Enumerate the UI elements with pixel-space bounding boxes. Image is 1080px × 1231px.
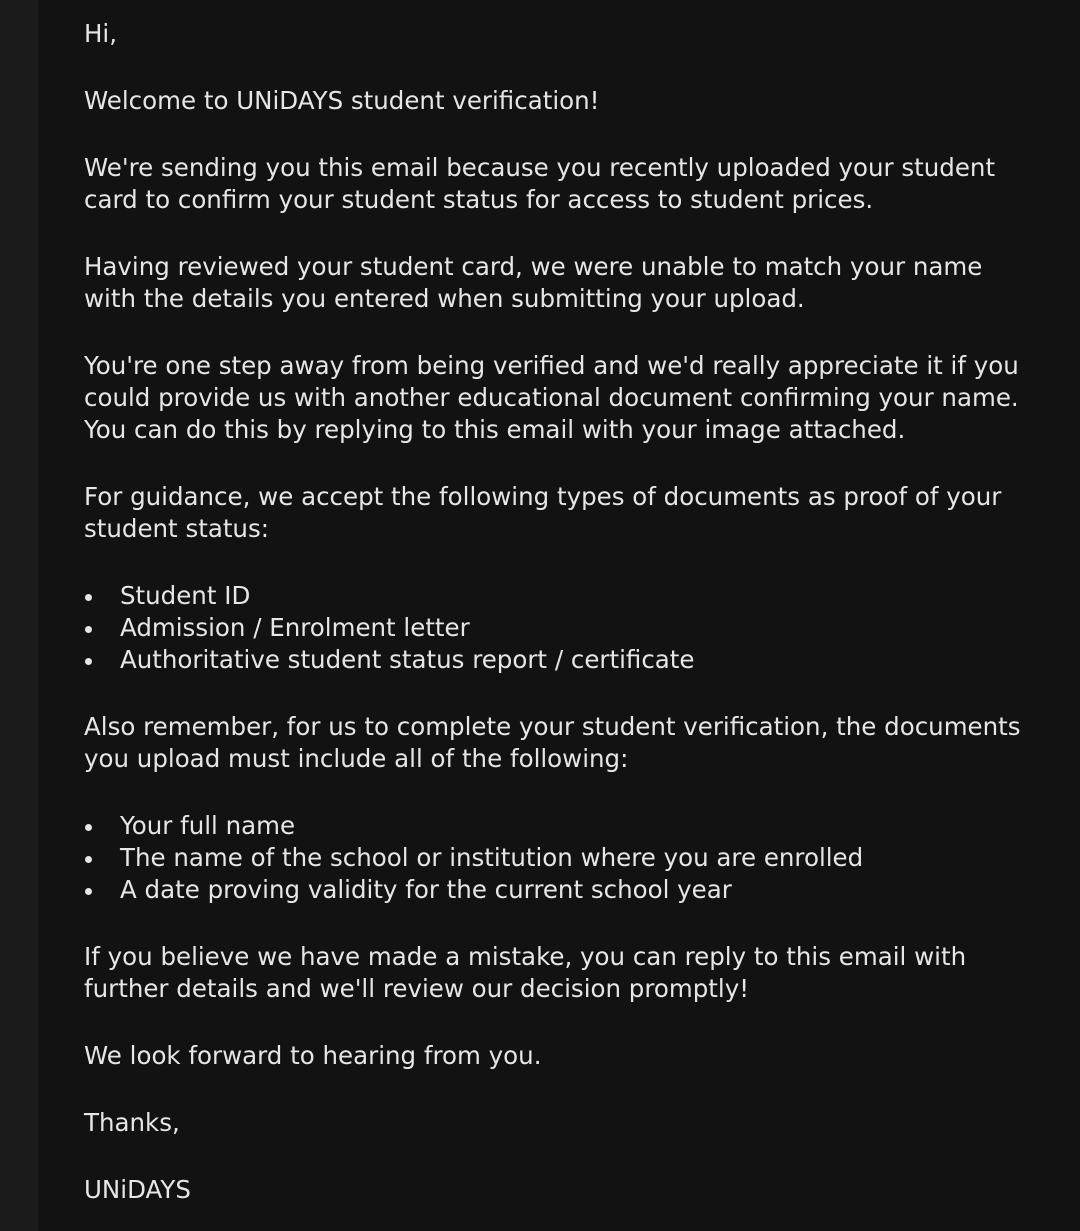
- mismatch-line: with the details you entered when submitting your upload.: [84, 284, 805, 313]
- greeting: Hi,: [84, 19, 118, 48]
- closing-text: We look forward to hearing from you.: [84, 1041, 542, 1070]
- list-item: [84, 580, 1080, 612]
- reason-line: We're sending you this email because you recently uploaded your student: [84, 153, 996, 182]
- requirements-intro-line: you upload must include all of the following:: [84, 744, 629, 773]
- list-item-label: Admission / Enrolment letter: [120, 613, 470, 642]
- signoff-text: Thanks,: [84, 1108, 180, 1137]
- guidance-line: student status:: [84, 514, 269, 543]
- list-item-label: Student ID: [120, 581, 251, 610]
- welcome-text: Welcome to UNiDAYS student verification!: [84, 86, 600, 115]
- requirements-list: [84, 810, 1080, 906]
- bullet-icon: [85, 856, 92, 863]
- list-item-label: Authoritative student status report / certificate: [120, 645, 695, 674]
- bullet-icon: [85, 888, 92, 895]
- reason-line: card to confirm your student status for access to student prices.: [84, 185, 874, 214]
- list-item-label: The name of the school or institution where you are enrolled: [120, 843, 864, 872]
- list-item: [84, 612, 1080, 644]
- requirements-intro-line: Also remember, for us to complete your student verification, the documents: [84, 712, 1021, 741]
- list-item: [84, 644, 1080, 676]
- bullet-icon: [85, 824, 92, 831]
- request-line: You're one step away from being verified and we'd really appreciate it if you: [84, 351, 1019, 380]
- bullet-icon: [85, 594, 92, 601]
- guidance-line: For guidance, we accept the following types of documents as proof of your: [84, 482, 1002, 511]
- email-body: [38, 0, 1080, 1231]
- mistake-line: further details and we'll review our decision promptly!: [84, 974, 750, 1003]
- mistake-paragraph: [84, 941, 1080, 1005]
- list-item-label: Your full name: [120, 811, 296, 840]
- mismatch-line: Having reviewed your student card, we were unable to match your name: [84, 252, 983, 281]
- request-paragraph: [84, 350, 1080, 446]
- list-item-label: A date proving validity for the current school year: [120, 875, 732, 904]
- mismatch-paragraph: [84, 251, 1080, 315]
- list-item: [84, 810, 1080, 842]
- request-line: could provide us with another educational document confirming your name.: [84, 383, 1019, 412]
- accepted-documents-list: [84, 580, 1080, 676]
- requirements-intro-paragraph: [84, 711, 1080, 775]
- list-item: [84, 874, 1080, 906]
- guidance-paragraph: [84, 481, 1080, 545]
- bullet-icon: [85, 658, 92, 665]
- reason-paragraph: [84, 152, 1080, 216]
- request-line: You can do this by replying to this email with your image attached.: [84, 415, 906, 444]
- list-item: [84, 842, 1080, 874]
- bullet-icon: [85, 626, 92, 633]
- signature-text: UNiDAYS: [84, 1175, 191, 1204]
- mistake-line: If you believe we have made a mistake, you can reply to this email with: [84, 942, 967, 971]
